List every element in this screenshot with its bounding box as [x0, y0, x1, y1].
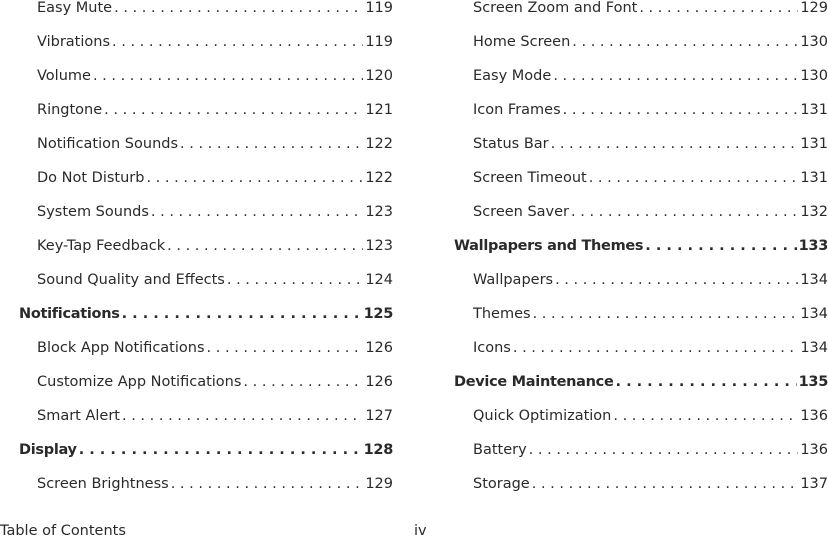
dot-leader	[571, 204, 798, 220]
toc-entry-label: Customize App Notifications	[37, 374, 242, 390]
dot-leader	[93, 68, 363, 84]
toc-entry-label: Screen Zoom and Font	[473, 0, 638, 16]
toc-entry-label: Easy Mute	[37, 0, 113, 16]
toc-entry-page: 122	[365, 170, 393, 186]
toc-entry-label: Vibrations	[37, 34, 111, 50]
dot-leader	[227, 272, 363, 288]
toc-entry-page: 123	[365, 204, 393, 220]
toc-entry-label: Screen Timeout	[473, 170, 587, 186]
dot-leader	[555, 272, 798, 288]
toc-entry[interactable]	[0, 136, 393, 170]
toc-entry-label: Ringtone	[37, 102, 103, 118]
toc-entry-label: Sound Quality and Effects	[37, 272, 225, 288]
toc-entry-label: Screen Saver	[473, 204, 570, 220]
toc-entry-page: 132	[800, 204, 828, 220]
toc-entry-label: Notification Sounds	[37, 136, 179, 152]
toc-entry[interactable]	[436, 34, 828, 68]
dot-leader	[112, 34, 363, 50]
dot-leader	[151, 204, 363, 220]
toc-entry-page: 131	[800, 170, 828, 186]
toc-entry-page: 134	[800, 340, 828, 356]
toc-entry-page: 121	[365, 102, 393, 118]
toc-entry-page: 129	[800, 0, 828, 16]
toc-entry-label: Block App Notifications	[37, 340, 205, 356]
toc-entry-label: Device Maintenance	[454, 374, 614, 390]
dot-leader	[532, 476, 799, 492]
toc-right-column	[436, 0, 828, 510]
toc-entry[interactable]	[0, 34, 393, 68]
dot-leader	[122, 408, 363, 424]
toc-entry-label: Do Not Disturb	[37, 170, 145, 186]
toc-entry-label: Screen Brightness	[37, 476, 169, 492]
toc-entry-label: Easy Mode	[473, 68, 552, 84]
toc-entry-page: 125	[363, 306, 393, 322]
toc-entry-page: 119	[365, 34, 393, 50]
toc-entry-label: Status Bar	[473, 136, 549, 152]
toc-entry-page: 127	[365, 408, 393, 424]
toc-left-column	[0, 0, 393, 510]
toc-entry[interactable]	[436, 0, 828, 34]
toc-entry[interactable]	[436, 408, 828, 442]
toc-entry-page: 133	[798, 238, 828, 254]
toc-entry-label: Display	[19, 442, 77, 458]
toc-entry[interactable]	[0, 374, 393, 408]
dot-leader	[79, 442, 362, 458]
toc-entry-page: 124	[365, 272, 393, 288]
toc-entry-label: Volume	[37, 68, 91, 84]
dot-leader	[180, 136, 363, 152]
toc-entry[interactable]	[0, 272, 393, 306]
dot-leader	[533, 306, 799, 322]
toc-entry[interactable]	[436, 170, 828, 204]
toc-entry-page: 136	[800, 442, 828, 458]
toc-entry[interactable]	[0, 340, 393, 374]
dot-leader	[243, 374, 363, 390]
dot-leader	[114, 0, 363, 16]
toc-entry[interactable]	[436, 442, 828, 476]
toc-entry[interactable]	[0, 408, 393, 442]
dot-leader	[104, 102, 363, 118]
dot-leader	[513, 340, 798, 356]
toc-entry[interactable]	[436, 476, 828, 510]
toc-entry-page: 130	[800, 34, 828, 50]
toc-entry-page: 119	[365, 0, 393, 16]
toc-entry-label: Smart Alert	[37, 408, 120, 424]
toc-entry-label: System Sounds	[37, 204, 149, 220]
footer-section-title: Table of Contents	[0, 523, 126, 539]
toc-entry[interactable]	[436, 102, 828, 136]
toc-entry-page: 126	[365, 374, 393, 390]
toc-entry[interactable]	[0, 238, 393, 272]
toc-entry-label: Themes	[473, 306, 531, 322]
toc-section-entry[interactable]	[436, 374, 828, 408]
dot-leader	[613, 408, 798, 424]
toc-entry-page: 131	[800, 136, 828, 152]
dot-leader	[122, 306, 362, 322]
toc-entry-page: 130	[800, 68, 828, 84]
toc-entry-page: 122	[365, 136, 393, 152]
toc-entry-page: 128	[363, 442, 393, 458]
dot-leader	[616, 374, 797, 390]
dot-leader	[529, 442, 799, 458]
dot-leader	[551, 136, 799, 152]
toc-entry-page: 134	[800, 306, 828, 322]
toc-entry-label: Notifications	[19, 306, 120, 322]
toc-entry-page: 135	[798, 374, 828, 390]
dot-leader	[645, 238, 796, 254]
toc-entry-page: 137	[800, 476, 828, 492]
toc-entry[interactable]	[436, 306, 828, 340]
dot-leader	[553, 68, 798, 84]
toc-entry-page: 123	[365, 238, 393, 254]
toc-entry-label: Battery	[473, 442, 527, 458]
toc-entry[interactable]	[0, 170, 393, 204]
toc-entry[interactable]	[436, 272, 828, 306]
toc-entry[interactable]	[0, 0, 393, 34]
toc-entry-page: 136	[800, 408, 828, 424]
toc-section-entry[interactable]	[436, 238, 828, 272]
toc-entry[interactable]	[436, 204, 828, 238]
dot-leader	[207, 340, 364, 356]
toc-entry-page: 120	[365, 68, 393, 84]
toc-entry[interactable]	[436, 340, 828, 374]
toc-section-entry[interactable]	[0, 306, 393, 340]
toc-entry[interactable]	[0, 476, 393, 510]
dot-leader	[146, 170, 363, 186]
toc-entry-page: 129	[365, 476, 393, 492]
dot-leader	[563, 102, 799, 118]
footer-page-number: iv	[414, 523, 427, 539]
dot-leader	[589, 170, 799, 186]
dot-leader	[171, 476, 364, 492]
toc-entry[interactable]	[0, 204, 393, 238]
toc-entry-label: Wallpapers	[473, 272, 554, 288]
toc-entry-label: Wallpapers and Themes	[454, 238, 644, 254]
dot-leader	[167, 238, 363, 254]
toc-entry-label: Storage	[473, 476, 530, 492]
toc-entry[interactable]	[436, 68, 828, 102]
toc-entry-label: Home Screen	[473, 34, 571, 50]
toc-section-entry[interactable]	[0, 442, 393, 476]
dot-leader	[572, 34, 798, 50]
dot-leader	[639, 0, 798, 16]
toc-entry-page: 131	[800, 102, 828, 118]
toc-entry-label: Quick Optimization	[473, 408, 612, 424]
toc-entry-page: 126	[365, 340, 393, 356]
toc-entry-label: Icon Frames	[473, 102, 561, 118]
toc-entry[interactable]	[0, 68, 393, 102]
toc-entry-page: 134	[800, 272, 828, 288]
toc-entry-label: Icons	[473, 340, 511, 356]
toc-entry[interactable]	[436, 136, 828, 170]
toc-entry-label: Key-Tap Feedback	[37, 238, 166, 254]
toc-entry[interactable]	[0, 102, 393, 136]
